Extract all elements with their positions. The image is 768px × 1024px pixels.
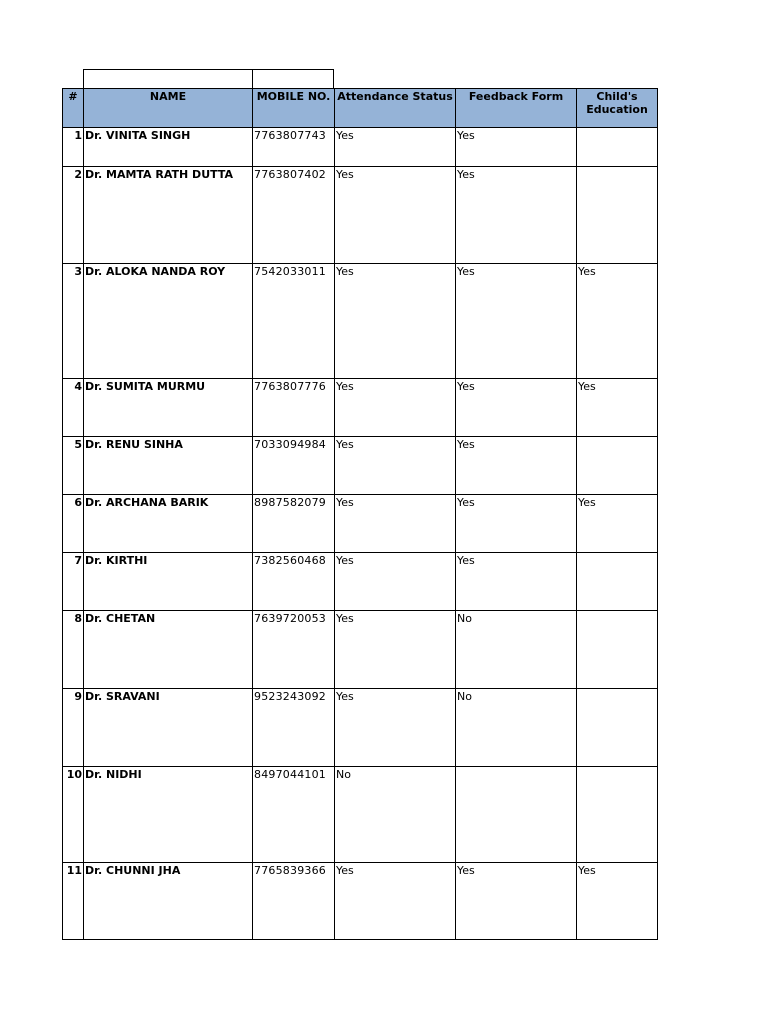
cell-attendance: Yes (335, 553, 456, 611)
table-row (63, 689, 658, 767)
cell-num: 10 (63, 767, 84, 863)
cell-mobile: 7639720053 (253, 611, 335, 689)
cell-num: 3 (63, 264, 84, 379)
header-attendance: Attendance Status (335, 89, 456, 128)
cell-feedback: No (456, 689, 577, 767)
header-feedback: Feedback Form (456, 89, 577, 128)
header-num: # (63, 89, 84, 128)
cell-child-education (577, 167, 658, 264)
cell-num: 11 (63, 863, 84, 940)
cell-name: Dr. SRAVANI (84, 689, 253, 767)
cell-mobile: 7382560468 (253, 553, 335, 611)
cell-feedback: Yes (456, 128, 577, 167)
cell-child-education (577, 553, 658, 611)
table-row (63, 167, 658, 264)
cell-attendance: Yes (335, 379, 456, 437)
table-row (63, 264, 658, 379)
cell-mobile: 9523243092 (253, 689, 335, 767)
cell-num: 4 (63, 379, 84, 437)
table-row (63, 611, 658, 689)
cell-feedback: Yes (456, 264, 577, 379)
header-child-education: Child's Education (577, 89, 658, 128)
cell-child-education (577, 611, 658, 689)
cell-num: 8 (63, 611, 84, 689)
table-row (63, 128, 658, 167)
cell-mobile: 7763807402 (253, 167, 335, 264)
blank-cell-above-name (83, 69, 253, 88)
cell-child-education (577, 767, 658, 863)
table-row (63, 495, 658, 553)
cell-attendance: Yes (335, 863, 456, 940)
cell-feedback: Yes (456, 863, 577, 940)
header-row (63, 89, 658, 128)
table-row (63, 553, 658, 611)
header-name: NAME (84, 89, 253, 128)
cell-child-education: Yes (577, 495, 658, 553)
table-row (63, 437, 658, 495)
cell-num: 1 (63, 128, 84, 167)
table-row (63, 863, 658, 940)
cell-child-education (577, 437, 658, 495)
table-row (63, 767, 658, 863)
cell-mobile: 7765839366 (253, 863, 335, 940)
cell-name: Dr. KIRTHI (84, 553, 253, 611)
cell-attendance: Yes (335, 495, 456, 553)
cell-child-education (577, 128, 658, 167)
cell-num: 6 (63, 495, 84, 553)
cell-num: 5 (63, 437, 84, 495)
cell-child-education: Yes (577, 863, 658, 940)
cell-name: Dr. NIDHI (84, 767, 253, 863)
cell-attendance: No (335, 767, 456, 863)
cell-name: Dr. MAMTA RATH DUTTA (84, 167, 253, 264)
cell-mobile: 7542033011 (253, 264, 335, 379)
cell-name: Dr. CHETAN (84, 611, 253, 689)
cell-attendance: Yes (335, 128, 456, 167)
cell-num: 2 (63, 167, 84, 264)
cell-name: Dr. CHUNNI JHA (84, 863, 253, 940)
cell-feedback: Yes (456, 495, 577, 553)
cell-mobile: 8987582079 (253, 495, 335, 553)
cell-name: Dr. RENU SINHA (84, 437, 253, 495)
cell-num: 9 (63, 689, 84, 767)
cell-feedback: Yes (456, 167, 577, 264)
cell-attendance: Yes (335, 611, 456, 689)
cell-attendance: Yes (335, 437, 456, 495)
cell-feedback (456, 767, 577, 863)
header-mobile: MOBILE NO. (253, 89, 335, 128)
cell-child-education (577, 689, 658, 767)
blank-cell-above-mobile (252, 69, 334, 88)
table-row (63, 379, 658, 437)
cell-name: Dr. ARCHANA BARIK (84, 495, 253, 553)
cell-name: Dr. SUMITA MURMU (84, 379, 253, 437)
cell-feedback: Yes (456, 553, 577, 611)
attendance-table (62, 88, 658, 940)
cell-num: 7 (63, 553, 84, 611)
cell-mobile: 8497044101 (253, 767, 335, 863)
cell-attendance: Yes (335, 689, 456, 767)
cell-feedback: Yes (456, 437, 577, 495)
cell-name: Dr. VINITA SINGH (84, 128, 253, 167)
cell-child-education: Yes (577, 379, 658, 437)
cell-name: Dr. ALOKA NANDA ROY (84, 264, 253, 379)
cell-mobile: 7763807776 (253, 379, 335, 437)
cell-child-education: Yes (577, 264, 658, 379)
cell-feedback: No (456, 611, 577, 689)
cell-attendance: Yes (335, 264, 456, 379)
cell-mobile: 7033094984 (253, 437, 335, 495)
cell-feedback: Yes (456, 379, 577, 437)
cell-mobile: 7763807743 (253, 128, 335, 167)
cell-attendance: Yes (335, 167, 456, 264)
